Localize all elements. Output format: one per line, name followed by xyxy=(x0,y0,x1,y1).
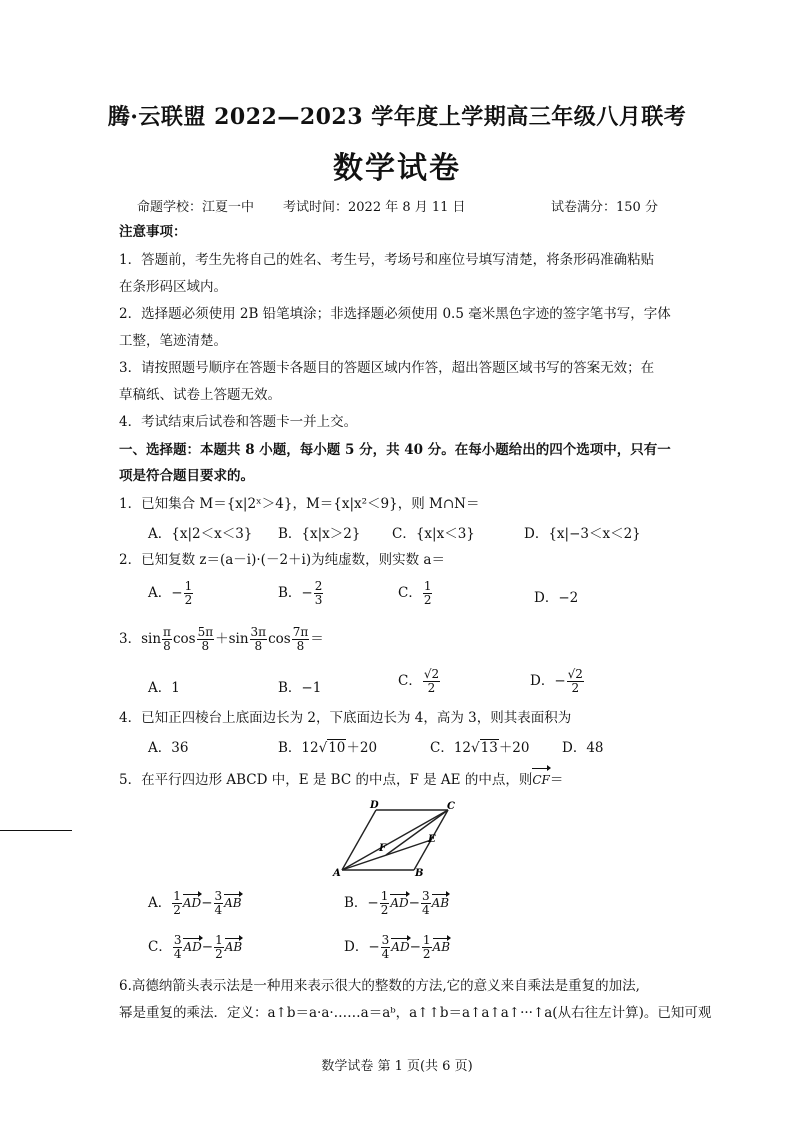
exam-title: 腾·云联盟 2022—2023 学年度上学期高三年级八月联考 xyxy=(107,104,687,130)
q2-b-den: 3 xyxy=(314,593,323,607)
q3-frac4 xyxy=(292,626,310,653)
q5-d-frac2-num: 1 xyxy=(422,933,431,947)
q5-b-frac2-num: 3 xyxy=(421,889,430,903)
q3-option-b: B．−1 xyxy=(278,680,322,696)
note-1a: 1．答题前，考生先将自己的姓名、考生号，考场号和座位号填写清楚，将条形码准确粘贴 xyxy=(119,252,655,268)
q3-frac2 xyxy=(197,626,215,653)
q3-d-label: D．− xyxy=(530,673,566,689)
label-c: C xyxy=(447,801,455,812)
q3-plus: ＋ xyxy=(215,631,229,647)
notes-heading: 注意事项： xyxy=(119,224,187,240)
note-1b: 在条形码区域内。 xyxy=(119,279,227,295)
q5-option-b xyxy=(344,890,449,917)
q5-b-frac2-den: 4 xyxy=(421,903,430,917)
label-f: F xyxy=(379,843,387,854)
q5-c-frac1-den: 4 xyxy=(173,947,182,961)
q3-d-fraction xyxy=(567,668,584,695)
q3-option-c xyxy=(398,668,441,695)
q4-b-post: ＋20 xyxy=(346,740,378,756)
q5-b-vec-ab: AB xyxy=(431,896,450,910)
q5-d-vec-ab: AB xyxy=(432,940,451,954)
label-e: E xyxy=(428,834,436,845)
segment-cf xyxy=(386,810,448,855)
q3-option-a: A．1 xyxy=(148,680,180,696)
q5-d-vec-ad: AD xyxy=(391,940,410,954)
q2-option-b xyxy=(278,580,324,607)
q2-c-den: 2 xyxy=(423,593,432,607)
q1-option-c: C．{x|x＜3} xyxy=(392,526,475,542)
exam-time: 考试时间：2022 年 8 月 11 日 xyxy=(283,200,466,215)
q3-c-fraction xyxy=(423,668,440,695)
q4-option-d: D．48 xyxy=(562,740,604,756)
q2-b-num: 2 xyxy=(314,579,323,593)
section1-heading: 一、选择题：本题共 8 小题，每小题 5 分，共 40 分。在每小题给出的四个选项中，只有一 xyxy=(119,442,671,458)
q4-c-pre: C．12 xyxy=(430,740,472,756)
q4-b-pre: B．12 xyxy=(278,740,319,756)
q3-frac3-den: 8 xyxy=(254,639,263,653)
q5-c-frac2-den: 2 xyxy=(215,947,223,961)
q5-a-frac2 xyxy=(214,890,224,917)
q5-a-frac1-den: 2 xyxy=(173,903,181,917)
note-2b: 工整，笔迹清楚。 xyxy=(119,333,227,349)
q5-d-frac2-den: 2 xyxy=(422,947,431,961)
q5-b-vec-ad: AD xyxy=(390,896,409,910)
q1-stem: 1．已知集合 M＝{x|2ˣ＞4}，M＝{x|x²＜9}，则 M∩N＝ xyxy=(119,496,480,512)
q5-a-label: A． xyxy=(148,895,172,911)
q2-c-fraction xyxy=(423,580,433,607)
q2-stem: 2．已知复数 z＝(a－i)·(－2＋i)为纯虚数，则实数 a＝ xyxy=(119,552,445,568)
q4-c-post: ＋20 xyxy=(498,740,530,756)
q6-line-a: 6.高德纳箭头表示法是一种用来表示很大的整数的方法,它的意义来自乘法是重复的加法, xyxy=(119,978,640,994)
q3-frac3 xyxy=(250,626,268,653)
q2-option-c xyxy=(398,580,433,607)
q3-expression xyxy=(119,626,324,653)
q5-c-minus: − xyxy=(201,939,214,955)
q3-eq: ＝ xyxy=(310,631,324,647)
q5-b-frac1 xyxy=(380,890,390,917)
parallelogram-figure xyxy=(330,800,460,878)
q5-d-frac1-den: 4 xyxy=(381,947,390,961)
q3-d-den: 2 xyxy=(571,681,580,695)
label-b: B xyxy=(415,868,424,878)
q3-frac4-den: 8 xyxy=(296,639,305,653)
q3-frac2-den: 8 xyxy=(201,639,210,653)
q2-a-fraction xyxy=(184,580,194,607)
q3-frac1 xyxy=(162,626,172,653)
q5-a-frac1-num: 1 xyxy=(173,889,181,903)
margin-rule xyxy=(0,830,72,831)
q5-option-c xyxy=(148,934,242,961)
q3-num: 3． xyxy=(119,631,142,647)
q1-option-b: B．{x|x＞2} xyxy=(278,526,361,542)
q3-cos1: cos xyxy=(172,631,196,647)
q5-a-minus: − xyxy=(201,895,213,911)
q4-option-c: C．12√13＋20 xyxy=(430,740,530,756)
q5-c-frac1 xyxy=(173,934,183,961)
q6-line-b: 幂是重复的乘法．定义：a↑b＝a·a·……a＝aᵇ，a↑↑b＝a↑a↑a↑···↑a(从右往左计算)。已知可观 xyxy=(119,1005,712,1021)
q2-a-label: A．− xyxy=(148,585,183,601)
q3-c-den: 2 xyxy=(427,681,436,695)
q5-d-label: D．− xyxy=(344,939,380,955)
q3-frac3-num: 3π xyxy=(250,625,267,639)
q4-c-root: 13 xyxy=(480,740,498,756)
q3-frac4-num: 7π xyxy=(292,625,309,639)
q5-a-vec-ad: AD xyxy=(182,896,202,910)
note-3a: 3．请按照题号顺序在答题卡各题目的答题区域内作答，超出答题区域书写的答案无效；在 xyxy=(119,360,655,376)
page-footer: 数学试卷 第 1 页(共 6 页) xyxy=(321,1059,473,1074)
q5-eq: ＝ xyxy=(549,772,564,788)
q5-b-frac1-num: 1 xyxy=(380,889,389,903)
q5-c-vec-ad: AD xyxy=(183,940,202,954)
q3-c-num: √2 xyxy=(423,667,440,681)
q5-b-label: B．− xyxy=(344,895,379,911)
q2-c-label: C． xyxy=(398,585,422,601)
q3-c-label: C． xyxy=(398,673,422,689)
q4-option-a: A．36 xyxy=(148,740,189,756)
q2-option-a xyxy=(148,580,194,607)
q5-c-frac2 xyxy=(214,934,224,961)
q5-a-frac2-num: 3 xyxy=(214,889,223,903)
full-score: 试卷满分：150 分 xyxy=(551,200,658,215)
q5-b-frac1-den: 2 xyxy=(380,903,389,917)
q5-vector-cf: CF xyxy=(532,770,550,790)
q3-cos2: cos xyxy=(268,631,291,647)
q5-c-frac2-num: 1 xyxy=(215,933,223,947)
school-info: 命题学校：江夏一中 xyxy=(137,200,255,215)
q5-stem: 5．在平行四边形 ABCD 中，E 是 BC 的中点，F 是 AE 的中点，则 xyxy=(119,772,533,788)
note-4: 4．考试结束后试卷和答题卡一并上交。 xyxy=(119,414,358,430)
q3-sin1: sin xyxy=(141,631,162,647)
q5-stem-line xyxy=(119,770,563,790)
q3-sin2: sin xyxy=(228,631,249,647)
q5-option-d xyxy=(344,934,450,961)
note-2a: 2．选择题必须使用 2B 铅笔填涂；非选择题必须使用 0.5 毫米黑色字迹的签字笔书写，字体 xyxy=(119,306,671,322)
q5-d-frac1 xyxy=(381,934,391,961)
q5-c-label: C． xyxy=(148,939,172,955)
label-d: D xyxy=(370,800,379,811)
q3-frac1-den: 8 xyxy=(163,639,171,653)
q5-a-frac2-den: 4 xyxy=(214,903,223,917)
q1-option-a: A．{x|2＜x＜3} xyxy=(148,526,253,542)
q2-c-num: 1 xyxy=(423,579,432,593)
q5-d-minus: − xyxy=(409,939,421,955)
q2-b-fraction xyxy=(314,580,324,607)
q4-stem: 4．已知正四棱台上底面边长为 2，下底面边长为 4，高为 3，则其表面积为 xyxy=(119,710,572,726)
q3-frac2-num: 5π xyxy=(197,625,214,639)
q2-a-num: 1 xyxy=(184,579,193,593)
label-a: A xyxy=(333,868,341,878)
q5-b-minus: − xyxy=(408,895,420,911)
q2-a-den: 2 xyxy=(184,593,193,607)
note-3b: 草稿纸、试卷上答题无效。 xyxy=(119,387,281,403)
q5-d-frac2 xyxy=(422,934,432,961)
q5-c-frac1-num: 3 xyxy=(173,933,182,947)
q2-b-label: B．− xyxy=(278,585,313,601)
q5-a-frac1 xyxy=(172,890,182,917)
q3-option-d xyxy=(530,668,585,695)
q5-d-frac1-num: 3 xyxy=(381,933,390,947)
q4-b-root: 10 xyxy=(328,740,346,756)
section1-heading-cont: 项是符合题目要求的。 xyxy=(119,468,254,484)
q3-d-num: √2 xyxy=(567,667,583,681)
q5-c-vec-ab: AB xyxy=(224,940,243,954)
q5-option-a xyxy=(148,890,242,917)
exam-subtitle: 数学试卷 xyxy=(333,151,461,186)
q4-option-b: B．12√10＋20 xyxy=(278,740,378,756)
q1-option-d: D．{x|−3＜x＜2} xyxy=(524,526,641,542)
q2-option-d: D．−2 xyxy=(534,590,579,606)
q5-a-vec-ab: AB xyxy=(224,896,242,910)
q3-frac1-num: π xyxy=(163,625,171,639)
q5-b-frac2 xyxy=(421,890,431,917)
